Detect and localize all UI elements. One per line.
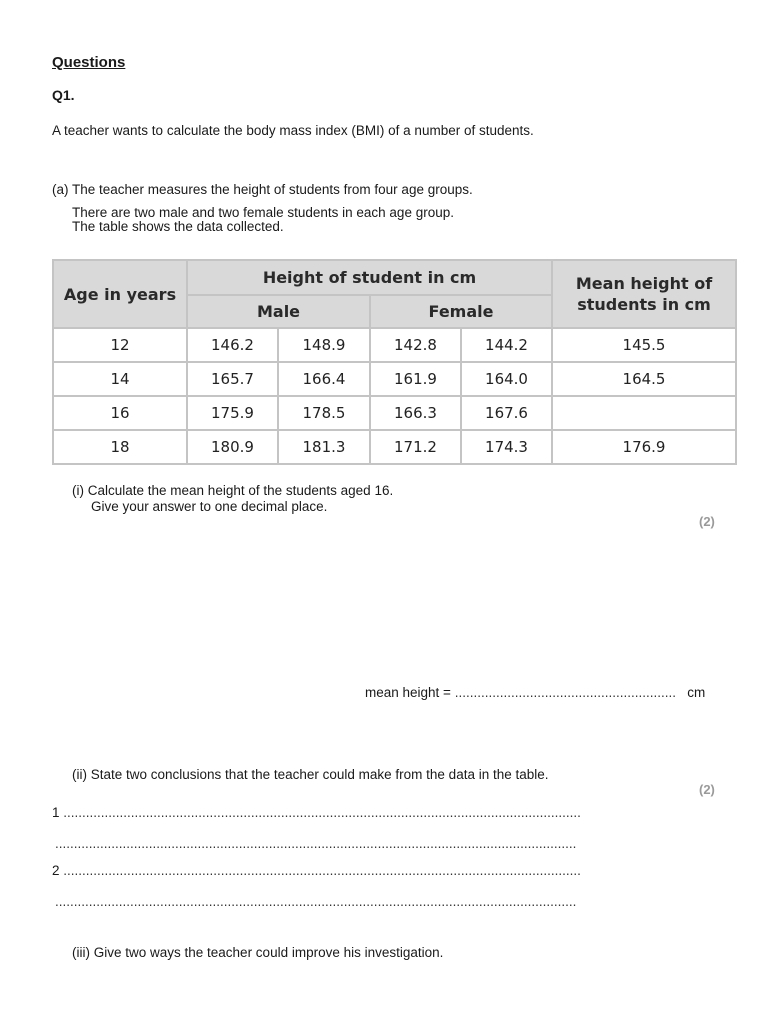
mean-height-cell: 176.9 bbox=[552, 430, 736, 464]
mean-height-cell: 164.5 bbox=[552, 362, 736, 396]
part-i-line-2: Give your answer to one decimal place. bbox=[91, 499, 328, 514]
part-a-line-1: (a) The teacher measures the height of students from four age groups. bbox=[52, 182, 473, 197]
question-intro: A teacher wants to calculate the body mass index (BMI) of a number of students. bbox=[52, 123, 534, 138]
male-height-1-cell: 146.2 bbox=[187, 328, 278, 362]
conclusion-1-label: 1 bbox=[52, 805, 60, 820]
male-height-2-cell: 166.4 bbox=[278, 362, 370, 396]
height-column-header: Height of student in cm bbox=[187, 260, 552, 295]
age-cell: 18 bbox=[53, 430, 187, 464]
female-height-2-cell: 174.3 bbox=[461, 430, 552, 464]
mean-height-cell: 145.5 bbox=[552, 328, 736, 362]
female-height-2-cell: 167.6 bbox=[461, 396, 552, 430]
mean-height-answer-line[interactable] bbox=[365, 685, 705, 700]
male-height-1-cell: 165.7 bbox=[187, 362, 278, 396]
answer-label: mean height = bbox=[365, 685, 455, 700]
male-height-1-cell: 180.9 bbox=[187, 430, 278, 464]
female-height-2-cell: 144.2 bbox=[461, 328, 552, 362]
female-height-1-cell: 166.3 bbox=[370, 396, 461, 430]
part-i-line-1: (i) Calculate the mean height of the students aged 16. bbox=[72, 483, 394, 498]
part-i-marks: (2) bbox=[699, 514, 715, 529]
part-iii-line-1: (iii) Give two ways the teacher could improve his investigation. bbox=[72, 945, 444, 960]
conclusion-2-label: 2 bbox=[52, 863, 60, 878]
female-subheader: Female bbox=[370, 295, 552, 328]
male-height-2-cell: 178.5 bbox=[278, 396, 370, 430]
mean-column-header bbox=[552, 260, 736, 328]
male-subheader: Male bbox=[187, 295, 370, 328]
conclusion-2-continuation[interactable] bbox=[55, 894, 576, 909]
answer-dots[interactable]: ........................................................... bbox=[454, 685, 676, 700]
table-row bbox=[53, 362, 736, 396]
male-height-2-cell: 148.9 bbox=[278, 328, 370, 362]
table-row bbox=[53, 430, 736, 464]
mean-header-line-2: students in cm bbox=[577, 295, 711, 314]
conclusion-2-dots[interactable]: .......................................................................................................................................... bbox=[63, 863, 581, 878]
female-height-1-cell: 142.8 bbox=[370, 328, 461, 362]
conclusion-2-continuation-dots[interactable]: ........................................................................................................................................... bbox=[55, 894, 577, 909]
conclusion-1-line[interactable] bbox=[52, 805, 581, 820]
table-row bbox=[53, 396, 736, 430]
part-ii-line-1: (ii) State two conclusions that the teacher could make from the data in the table. bbox=[72, 767, 549, 782]
age-cell: 16 bbox=[53, 396, 187, 430]
mean-height-cell-empty[interactable] bbox=[552, 396, 736, 430]
height-data-table bbox=[52, 259, 737, 465]
age-column-header: Age in years bbox=[53, 260, 187, 328]
age-cell: 12 bbox=[53, 328, 187, 362]
part-a-line-2: There are two male and two female students in each age group. bbox=[72, 205, 454, 220]
page-heading: Questions bbox=[52, 54, 126, 71]
age-cell: 14 bbox=[53, 362, 187, 396]
conclusion-1-continuation[interactable] bbox=[55, 836, 576, 851]
part-a-line-3: The table shows the data collected. bbox=[72, 219, 284, 234]
male-height-1-cell: 175.9 bbox=[187, 396, 278, 430]
conclusion-1-continuation-dots[interactable]: ........................................................................................................................................... bbox=[55, 836, 577, 851]
female-height-2-cell: 164.0 bbox=[461, 362, 552, 396]
part-ii-marks: (2) bbox=[699, 782, 715, 797]
table-row bbox=[53, 328, 736, 362]
mean-header-line-1: Mean height of bbox=[575, 274, 713, 293]
question-number: Q1. bbox=[52, 87, 75, 103]
conclusion-1-dots[interactable]: .......................................................................................................................................... bbox=[63, 805, 581, 820]
conclusion-2-line[interactable] bbox=[52, 863, 581, 878]
male-height-2-cell: 181.3 bbox=[278, 430, 370, 464]
female-height-1-cell: 161.9 bbox=[370, 362, 461, 396]
answer-unit: cm bbox=[687, 685, 706, 700]
female-height-1-cell: 171.2 bbox=[370, 430, 461, 464]
